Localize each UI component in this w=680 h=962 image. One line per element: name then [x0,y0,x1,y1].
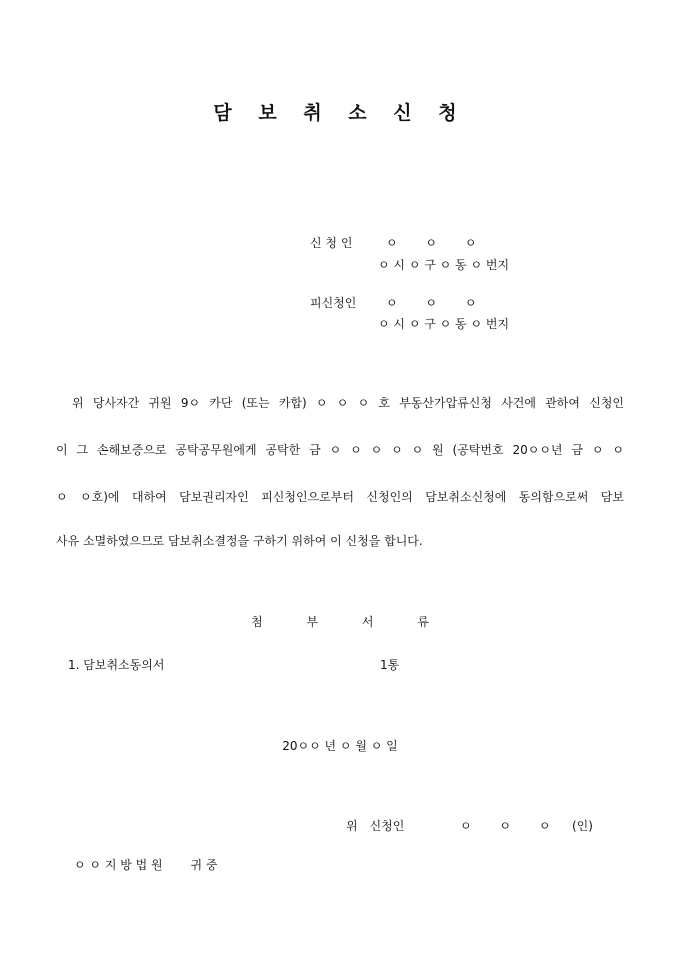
attachment-item-label: 1. 담보취소동의서 [68,658,165,672]
applicant-name: ㅇ ㅇ ㅇ [386,236,477,250]
respondent-address: ㅇ 시 ㅇ 구 ㅇ 동 ㅇ 번지 [378,317,510,331]
respondent-name: ㅇ ㅇ ㅇ [386,296,477,310]
document-date: 20ㅇㅇ 년 ㅇ 월 ㅇ 일 [282,739,398,753]
signature-seal: (인) [572,819,593,833]
body-line-2: 이 그 손해보증으로 공탁공무원에게 공탁한 금 ㅇ ㅇ ㅇ ㅇ ㅇ 원 (공탁번호 20ㅇㅇ년 금 ㅇ ㅇ [56,443,624,457]
signature-name: ㅇ ㅇ ㅇ [460,819,551,833]
applicant-label: 신 청 인 [310,236,353,250]
body-line-3: ㅇ ㅇ호)에 대하여 담보권리자인 피신청인으로부터 신청인의 담보취소신청에 동의함으로써 담보 [56,490,624,504]
signature-label: 위 신청인 [346,819,405,833]
attachments-title: 첨 부 서 류 [251,615,449,629]
attachment-item-count: 1통 [380,658,400,672]
body-line-1: 위 당사자간 귀원 9ㅇ 카단 (또는 카합) ㅇ ㅇ ㅇ 호 부동산가압류신청 사건에 관하여 신청인 [72,396,624,410]
body-line-4: 사유 소멸하였으므로 담보취소결정을 구하기 위하여 이 신청을 합니다. [56,534,423,548]
respondent-label: 피신청인 [310,296,357,310]
applicant-address: ㅇ 시 ㅇ 구 ㅇ 동 ㅇ 번지 [378,258,510,272]
document-title: 담 보 취 소 신 청 [213,102,467,124]
court-recipient: ㅇ ㅇ 지 방 법 원 귀 중 [74,858,218,872]
